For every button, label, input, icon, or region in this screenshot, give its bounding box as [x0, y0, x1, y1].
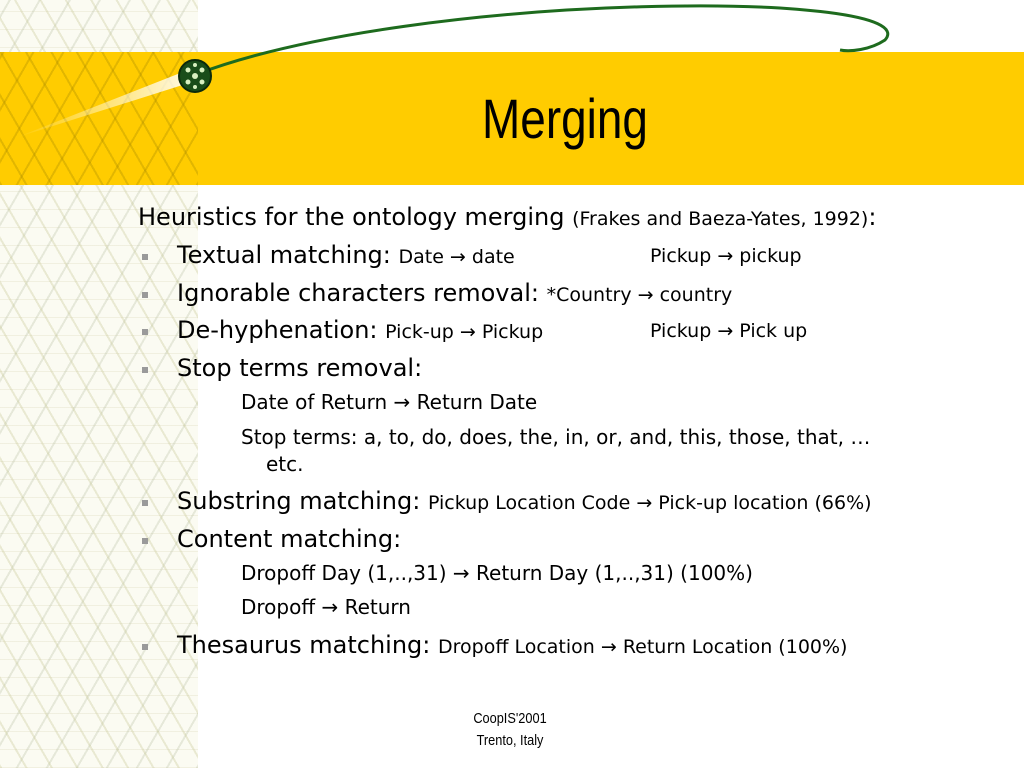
dehyphen-example-1: Pick-up → Pickup	[385, 321, 544, 343]
ignorable-label: Ignorable characters removal:	[177, 279, 547, 307]
slide-title: Merging	[482, 87, 648, 150]
bullet-marker	[142, 500, 148, 506]
bullet-marker	[142, 254, 148, 260]
bullet-de-hyphenation	[177, 316, 543, 346]
substring-label: Substring matching:	[177, 487, 428, 515]
content-sub-2: Dropoff → Return	[241, 595, 411, 619]
intro-text: Heuristics for the ontology merging	[138, 203, 573, 231]
intro-line	[138, 203, 876, 233]
dehyphen-label: De-hyphenation:	[177, 316, 386, 344]
intro-colon: :	[868, 203, 877, 231]
textual-example-1: Date → date	[398, 246, 515, 268]
footer-conference: CoopIS'2001	[473, 710, 547, 727]
bullet-content-matching: Content matching:	[177, 525, 402, 553]
bullet-marker	[142, 367, 148, 373]
textual-example-2: Pickup → pickup	[650, 245, 802, 267]
footer-location: Trento, Italy	[476, 732, 544, 749]
bullet-marker	[142, 644, 148, 650]
ignorable-example: *Country → country	[546, 284, 733, 306]
textual-label: Textual matching:	[177, 241, 399, 269]
substring-example: Pickup Location Code → Pick-up location (66%)	[427, 492, 872, 514]
bullet-substring-matching	[177, 487, 872, 517]
bullet-thesaurus-matching	[177, 631, 847, 661]
stop-sub-2: Stop terms: a, to, do, does, the, in, or, and, this, those, that, …	[241, 425, 871, 449]
thesaurus-example: Dropoff Location → Return Location (100%)	[438, 636, 848, 658]
bullet-textual-matching	[177, 241, 515, 271]
footer	[451, 708, 570, 752]
bullet-marker	[142, 292, 148, 298]
thesaurus-label: Thesaurus matching:	[177, 631, 438, 659]
bullet-ignorable-characters	[177, 279, 732, 309]
bullet-stop-terms: Stop terms removal:	[177, 354, 423, 382]
bullet-marker	[142, 329, 148, 335]
content-sub-1: Dropoff Day (1,..,31) → Return Day (1,..,31) (100%)	[241, 561, 753, 585]
dehyphen-example-2: Pickup → Pick up	[650, 320, 808, 342]
stop-sub-1: Date of Return → Return Date	[241, 390, 538, 414]
stop-sub-2-continued: etc.	[266, 452, 304, 476]
bullet-marker	[142, 538, 148, 544]
intro-citation: (Frakes and Baeza-Yates, 1992)	[572, 208, 869, 230]
